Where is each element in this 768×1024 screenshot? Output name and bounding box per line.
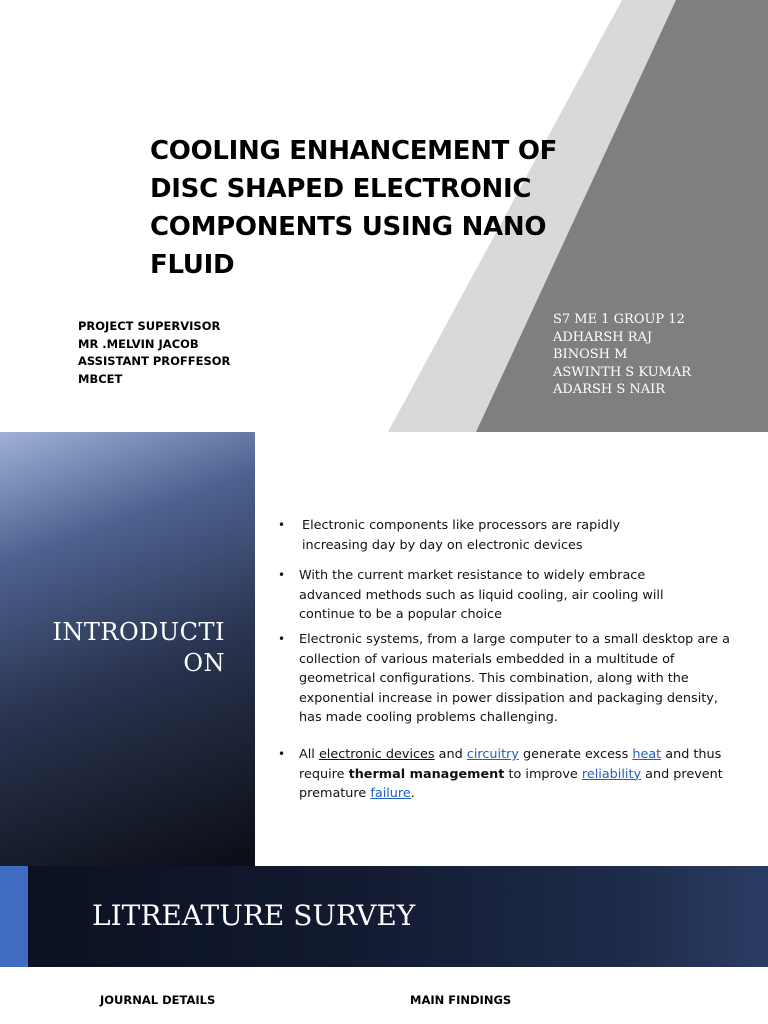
supervisor-line: MBCET: [78, 371, 123, 386]
failure-link[interactable]: failure: [370, 786, 411, 801]
text-run: generate excess: [518, 747, 633, 762]
text-run: All: [299, 747, 319, 762]
presentation-title: COOLING ENHANCEMENT OF DISC SHAPED ELECTRONIC COMPONENTS USING NANO FLUID: [150, 136, 558, 280]
supervisor-line: ASSISTANT PROFFESOR: [78, 354, 231, 368]
group-line: S7 ME 1 GROUP 12: [553, 312, 685, 327]
intro-heading: INTRODUCTI ON: [52, 618, 225, 677]
title-slide: [0, 0, 768, 432]
group-line: ADARSH S NAIR: [553, 382, 666, 397]
group-line: ADHARSH RAJ: [553, 329, 653, 345]
bullet-dot-icon: •: [278, 747, 286, 761]
column-header-journal: JOURNAL DETAILS: [100, 993, 216, 1007]
text-run: and thus require: [299, 747, 722, 782]
text-run: .: [410, 786, 415, 801]
group-line: BINOSH M: [553, 347, 628, 362]
lit-header-band: [0, 866, 768, 967]
thermal-management-text: thermal management: [348, 766, 505, 782]
text-run: and prevent premature: [299, 766, 723, 801]
literature-survey-slide: [0, 866, 768, 1024]
introduction-slide: [0, 432, 768, 866]
heat-link[interactable]: heat: [632, 747, 662, 762]
reliability-link[interactable]: reliability: [581, 766, 642, 782]
text-run: to improve: [504, 766, 582, 782]
lit-accent-bar: [0, 866, 28, 967]
column-header-findings: MAIN FINDINGS: [410, 993, 512, 1007]
electronic-devices-text: electronic devices: [318, 747, 435, 762]
bullet-dot-icon: •: [278, 632, 286, 646]
supervisor-line: PROJECT SUPERVISOR: [78, 319, 221, 333]
supervisor-line: MR .MELVIN JACOB: [78, 336, 199, 351]
text-run: and: [434, 747, 467, 762]
bullet-text: Electronic systems, from a large computer to a small desktop are a collection of various materials embedded in a multitude of geometrical configurations. This combination, along with the exponential increase in power dissipation and packaging density, has made cooling problems challenging.: [299, 632, 730, 725]
group-line: ASWINTH S KUMAR: [553, 364, 692, 380]
intro-gradient-panel: [0, 432, 255, 866]
circuitry-link[interactable]: circuitry: [466, 747, 519, 762]
lit-heading: LITREATURE SURVEY: [92, 899, 416, 932]
group-members-block: [553, 311, 691, 399]
bullet-dot-icon: •: [278, 518, 286, 532]
bullet-dot-icon: •: [278, 568, 286, 582]
bullet-text: With the current market resistance to widely embrace advanced methods such as liquid cooling, air cooling will continue to be a popular choice: [299, 568, 664, 622]
bullet-text: Electronic components like processors are rapidly increasing day by day on electronic devices: [302, 518, 621, 553]
bullet-text: [299, 745, 739, 804]
supervisor-block: [78, 318, 230, 388]
